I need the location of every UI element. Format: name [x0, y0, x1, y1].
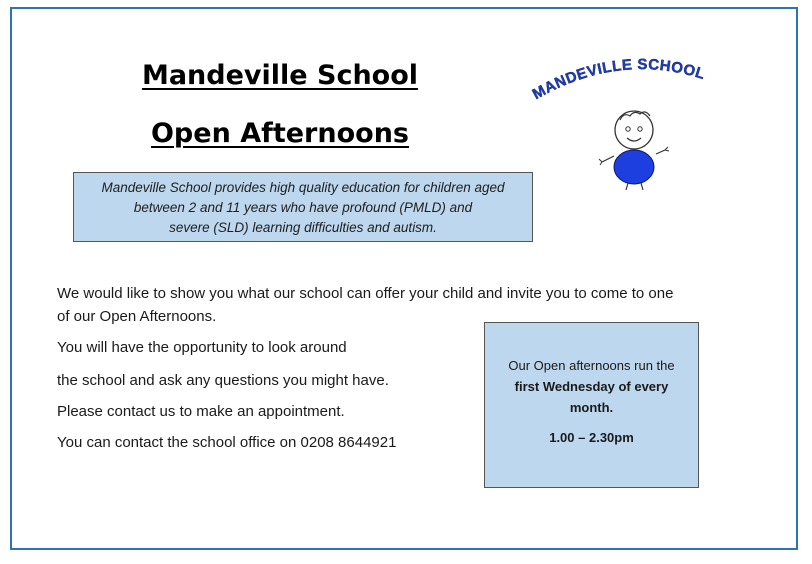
body-text: You will have the opportunity to look around	[57, 339, 347, 356]
hours-time: 1.00 – 2.30pm	[549, 430, 634, 445]
child-figure-icon	[599, 111, 669, 190]
page-subtitle: Open Afternoons	[150, 118, 409, 149]
logo-text: MANDEVILLE SCHOOL	[529, 56, 708, 104]
body-text: We would like to show you what our school can offer your child and invite you to come to one	[57, 285, 674, 302]
hours-line: month.	[569, 400, 614, 415]
body-text: the school and ask any questions you might have.	[57, 372, 389, 389]
hours-line: first Wednesday of every	[514, 379, 669, 394]
school-logo	[520, 50, 760, 200]
intro-line: severe (SLD) learning difficulties and autism.	[169, 220, 437, 235]
body-text: Please contact us to make an appointment.	[57, 403, 345, 420]
open-afternoon-hours-box	[484, 322, 699, 488]
contact-phone-text: You can contact the school office on 0208 8644921	[57, 434, 397, 451]
intro-line: Mandeville School provides high quality education for children aged	[101, 180, 505, 195]
hours-line: Our Open afternoons run the	[508, 358, 675, 373]
page-title: Mandeville School	[141, 60, 419, 91]
intro-box	[73, 172, 533, 242]
body-text: of our Open Afternoons.	[57, 308, 217, 325]
intro-line: between 2 and 11 years who have profound (PMLD) and	[133, 200, 473, 215]
